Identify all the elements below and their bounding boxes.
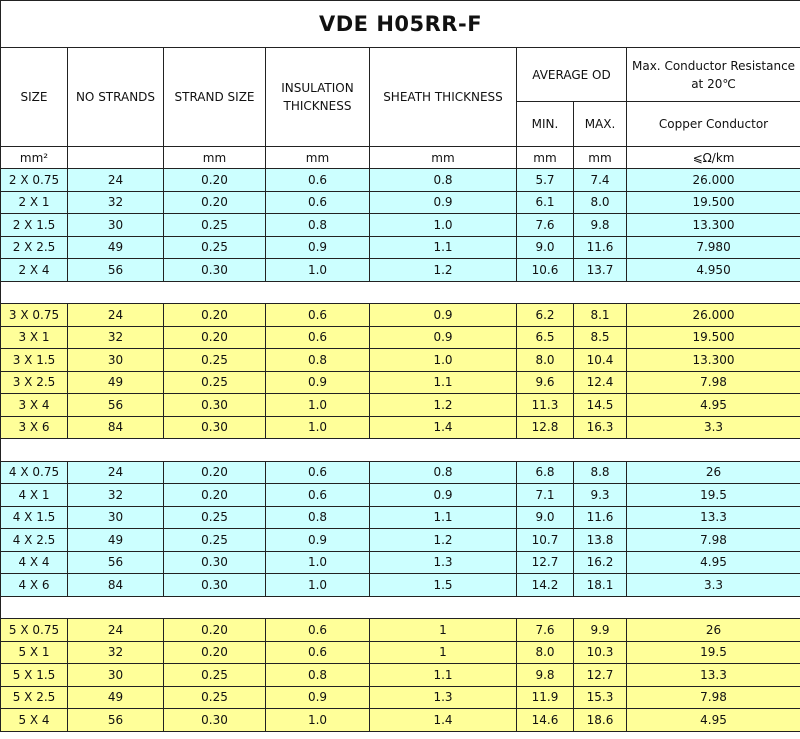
cell-no-strands: 84 (68, 416, 164, 439)
cell-resistance: 26.000 (627, 304, 800, 327)
header-copper-conductor: Copper Conductor (627, 102, 800, 147)
cell-no-strands: 24 (68, 619, 164, 642)
cell-od-min: 7.6 (517, 214, 574, 237)
cell-resistance: 7.98 (627, 686, 800, 709)
group-spacer-cell (1, 281, 800, 304)
unit-strand-size: mm (164, 147, 266, 169)
cell-no-strands: 32 (68, 326, 164, 349)
cell-size: 5 X 4 (1, 709, 68, 732)
table-row (1, 664, 800, 687)
cell-strand-size: 0.30 (164, 394, 266, 417)
table-row (1, 304, 800, 327)
cell-strand-size: 0.30 (164, 574, 266, 597)
cell-insulation-thickness: 1.0 (266, 416, 370, 439)
group-spacer-row (1, 596, 800, 619)
cell-od-min: 14.6 (517, 709, 574, 732)
cell-no-strands: 56 (68, 551, 164, 574)
cell-insulation-thickness: 1.0 (266, 551, 370, 574)
cell-od-min: 12.8 (517, 416, 574, 439)
cell-strand-size: 0.25 (164, 686, 266, 709)
cell-insulation-thickness: 0.8 (266, 349, 370, 372)
cell-resistance: 4.95 (627, 709, 800, 732)
table-row (1, 484, 800, 507)
cell-sheath-thickness: 1.2 (370, 529, 517, 552)
cell-od-min: 5.7 (517, 169, 574, 192)
header-max-resistance: Max. Conductor Resistance at 20℃ (627, 48, 800, 102)
cell-resistance: 13.300 (627, 214, 800, 237)
cell-resistance: 19.500 (627, 326, 800, 349)
unit-resistance: ⩽Ω/km (627, 147, 800, 169)
cell-sheath-thickness: 1.1 (370, 236, 517, 259)
cell-strand-size: 0.20 (164, 326, 266, 349)
cell-od-min: 6.8 (517, 461, 574, 484)
cell-strand-size: 0.25 (164, 214, 266, 237)
cell-no-strands: 84 (68, 574, 164, 597)
group-spacer-row (1, 281, 800, 304)
cell-no-strands: 49 (68, 371, 164, 394)
table-row (1, 551, 800, 574)
cell-no-strands: 24 (68, 304, 164, 327)
cell-insulation-thickness: 0.8 (266, 214, 370, 237)
cell-size: 2 X 2.5 (1, 236, 68, 259)
cell-insulation-thickness: 0.9 (266, 529, 370, 552)
header-min: MIN. (517, 102, 574, 147)
unit-sheath: mm (370, 147, 517, 169)
cell-strand-size: 0.20 (164, 304, 266, 327)
unit-min: mm (517, 147, 574, 169)
cell-od-min: 9.0 (517, 506, 574, 529)
cell-resistance: 4.95 (627, 551, 800, 574)
cell-od-max: 9.3 (574, 484, 627, 507)
cell-no-strands: 30 (68, 349, 164, 372)
cell-od-min: 11.3 (517, 394, 574, 417)
cell-insulation-thickness: 0.6 (266, 326, 370, 349)
cell-resistance: 7.98 (627, 371, 800, 394)
cell-od-max: 10.3 (574, 641, 627, 664)
cell-no-strands: 32 (68, 484, 164, 507)
cell-size: 2 X 1.5 (1, 214, 68, 237)
header-size: SIZE (1, 48, 68, 147)
cell-od-min: 8.0 (517, 641, 574, 664)
cell-od-max: 13.8 (574, 529, 627, 552)
cell-strand-size: 0.25 (164, 664, 266, 687)
cell-resistance: 4.950 (627, 259, 800, 282)
cell-strand-size: 0.20 (164, 191, 266, 214)
cell-od-max: 11.6 (574, 506, 627, 529)
cell-size: 2 X 0.75 (1, 169, 68, 192)
cell-insulation-thickness: 1.0 (266, 574, 370, 597)
cell-resistance: 3.3 (627, 574, 800, 597)
cell-od-max: 16.3 (574, 416, 627, 439)
header-sheath-thickness: SHEATH THICKNESS (370, 48, 517, 147)
cell-strand-size: 0.30 (164, 551, 266, 574)
cell-od-max: 8.5 (574, 326, 627, 349)
cell-resistance: 4.95 (627, 394, 800, 417)
cell-no-strands: 56 (68, 709, 164, 732)
cell-sheath-thickness: 1.1 (370, 371, 517, 394)
header-no-strands: NO STRANDS (68, 48, 164, 147)
cell-size: 3 X 6 (1, 416, 68, 439)
cell-strand-size: 0.20 (164, 484, 266, 507)
header-max: MAX. (574, 102, 627, 147)
cell-od-max: 15.3 (574, 686, 627, 709)
cell-sheath-thickness: 0.8 (370, 169, 517, 192)
cell-od-max: 8.8 (574, 461, 627, 484)
cell-resistance: 13.3 (627, 506, 800, 529)
cell-insulation-thickness: 0.6 (266, 169, 370, 192)
cell-od-min: 10.6 (517, 259, 574, 282)
cell-size: 5 X 1 (1, 641, 68, 664)
cell-resistance: 19.5 (627, 484, 800, 507)
cell-size: 4 X 0.75 (1, 461, 68, 484)
table-row (1, 529, 800, 552)
cell-od-max: 14.5 (574, 394, 627, 417)
cell-insulation-thickness: 0.9 (266, 686, 370, 709)
table-row (1, 574, 800, 597)
cell-od-min: 7.1 (517, 484, 574, 507)
header-average-od: AVERAGE OD (517, 48, 627, 102)
cell-strand-size: 0.30 (164, 709, 266, 732)
cell-insulation-thickness: 1.0 (266, 709, 370, 732)
cell-resistance: 7.98 (627, 529, 800, 552)
table-row (1, 394, 800, 417)
cell-strand-size: 0.25 (164, 529, 266, 552)
table-row (1, 349, 800, 372)
header-strand-size: STRAND SIZE (164, 48, 266, 147)
cell-insulation-thickness: 0.9 (266, 236, 370, 259)
cell-resistance: 19.5 (627, 641, 800, 664)
cell-strand-size: 0.25 (164, 236, 266, 259)
table-row (1, 191, 800, 214)
unit-size: mm² (1, 147, 68, 169)
cell-od-min: 6.2 (517, 304, 574, 327)
cell-size: 5 X 0.75 (1, 619, 68, 642)
cell-od-min: 6.5 (517, 326, 574, 349)
cell-od-min: 10.7 (517, 529, 574, 552)
cell-resistance: 13.300 (627, 349, 800, 372)
cell-strand-size: 0.20 (164, 169, 266, 192)
cell-sheath-thickness: 1.4 (370, 416, 517, 439)
cell-no-strands: 24 (68, 461, 164, 484)
table-row (1, 326, 800, 349)
unit-max: mm (574, 147, 627, 169)
cell-sheath-thickness: 1.0 (370, 349, 517, 372)
cell-strand-size: 0.30 (164, 416, 266, 439)
cell-od-max: 7.4 (574, 169, 627, 192)
cell-size: 3 X 0.75 (1, 304, 68, 327)
cell-resistance: 26 (627, 461, 800, 484)
cell-od-max: 12.7 (574, 664, 627, 687)
cell-od-max: 18.1 (574, 574, 627, 597)
cell-insulation-thickness: 0.6 (266, 461, 370, 484)
group-spacer-cell (1, 439, 800, 462)
cell-size: 5 X 2.5 (1, 686, 68, 709)
cell-insulation-thickness: 0.6 (266, 484, 370, 507)
cell-strand-size: 0.25 (164, 349, 266, 372)
table-row (1, 236, 800, 259)
cell-sheath-thickness: 1 (370, 641, 517, 664)
cell-no-strands: 56 (68, 394, 164, 417)
cell-strand-size: 0.30 (164, 259, 266, 282)
cell-strand-size: 0.20 (164, 619, 266, 642)
cell-insulation-thickness: 0.8 (266, 664, 370, 687)
cell-od-min: 9.6 (517, 371, 574, 394)
table-row (1, 506, 800, 529)
table-row (1, 641, 800, 664)
cell-strand-size: 0.20 (164, 461, 266, 484)
cell-sheath-thickness: 0.9 (370, 304, 517, 327)
cell-size: 4 X 2.5 (1, 529, 68, 552)
cell-od-min: 8.0 (517, 349, 574, 372)
cell-insulation-thickness: 1.0 (266, 259, 370, 282)
cell-no-strands: 32 (68, 191, 164, 214)
table-row (1, 686, 800, 709)
table-row (1, 416, 800, 439)
cell-od-max: 18.6 (574, 709, 627, 732)
table-title: VDE H05RR-F (1, 1, 800, 48)
cell-no-strands: 24 (68, 169, 164, 192)
cell-od-max: 11.6 (574, 236, 627, 259)
cell-sheath-thickness: 1.2 (370, 394, 517, 417)
cell-insulation-thickness: 0.6 (266, 191, 370, 214)
cell-sheath-thickness: 0.9 (370, 191, 517, 214)
cell-od-max: 9.9 (574, 619, 627, 642)
cell-od-min: 12.7 (517, 551, 574, 574)
cell-size: 3 X 2.5 (1, 371, 68, 394)
cell-insulation-thickness: 0.8 (266, 506, 370, 529)
table-row (1, 371, 800, 394)
cell-od-min: 9.8 (517, 664, 574, 687)
cell-size: 4 X 4 (1, 551, 68, 574)
table-row (1, 619, 800, 642)
cell-no-strands: 56 (68, 259, 164, 282)
header-insulation-thickness: INSULATION THICKNESS (266, 48, 370, 147)
cell-sheath-thickness: 1.0 (370, 214, 517, 237)
cell-od-max: 16.2 (574, 551, 627, 574)
cell-od-max: 10.4 (574, 349, 627, 372)
cell-resistance: 19.500 (627, 191, 800, 214)
cell-od-min: 7.6 (517, 619, 574, 642)
cell-od-max: 8.0 (574, 191, 627, 214)
cell-sheath-thickness: 1.4 (370, 709, 517, 732)
table-row (1, 214, 800, 237)
cell-resistance: 7.980 (627, 236, 800, 259)
cell-resistance: 26.000 (627, 169, 800, 192)
cell-size: 3 X 4 (1, 394, 68, 417)
cell-od-max: 12.4 (574, 371, 627, 394)
group-spacer-cell (1, 596, 800, 619)
group-spacer-row (1, 439, 800, 462)
cell-no-strands: 30 (68, 214, 164, 237)
cell-size: 5 X 1.5 (1, 664, 68, 687)
unit-strands (68, 147, 164, 169)
cell-no-strands: 30 (68, 664, 164, 687)
cell-od-min: 6.1 (517, 191, 574, 214)
cell-resistance: 13.3 (627, 664, 800, 687)
cell-od-min: 9.0 (517, 236, 574, 259)
table-row (1, 169, 800, 192)
cell-resistance: 26 (627, 619, 800, 642)
unit-insulation: mm (266, 147, 370, 169)
spec-table-body (1, 169, 800, 732)
cell-no-strands: 30 (68, 506, 164, 529)
cell-insulation-thickness: 0.6 (266, 641, 370, 664)
cell-od-max: 8.1 (574, 304, 627, 327)
cell-size: 2 X 1 (1, 191, 68, 214)
cell-size: 4 X 6 (1, 574, 68, 597)
cell-sheath-thickness: 0.9 (370, 484, 517, 507)
cell-size: 4 X 1 (1, 484, 68, 507)
cell-no-strands: 49 (68, 686, 164, 709)
table-row (1, 709, 800, 732)
cell-strand-size: 0.25 (164, 506, 266, 529)
cell-sheath-thickness: 1.1 (370, 664, 517, 687)
cell-size: 2 X 4 (1, 259, 68, 282)
table-row (1, 461, 800, 484)
cell-size: 3 X 1.5 (1, 349, 68, 372)
cell-sheath-thickness: 1.3 (370, 551, 517, 574)
cell-strand-size: 0.20 (164, 641, 266, 664)
cell-insulation-thickness: 0.6 (266, 619, 370, 642)
cell-sheath-thickness: 1 (370, 619, 517, 642)
cell-resistance: 3.3 (627, 416, 800, 439)
cell-sheath-thickness: 1.1 (370, 506, 517, 529)
cell-no-strands: 49 (68, 236, 164, 259)
cell-sheath-thickness: 0.9 (370, 326, 517, 349)
cell-od-min: 14.2 (517, 574, 574, 597)
cell-insulation-thickness: 1.0 (266, 394, 370, 417)
cell-no-strands: 32 (68, 641, 164, 664)
cell-sheath-thickness: 1.3 (370, 686, 517, 709)
cell-size: 4 X 1.5 (1, 506, 68, 529)
table-row (1, 259, 800, 282)
cell-insulation-thickness: 0.9 (266, 371, 370, 394)
cell-strand-size: 0.25 (164, 371, 266, 394)
cell-size: 3 X 1 (1, 326, 68, 349)
cell-no-strands: 49 (68, 529, 164, 552)
cell-od-max: 13.7 (574, 259, 627, 282)
cell-od-min: 11.9 (517, 686, 574, 709)
cell-sheath-thickness: 0.8 (370, 461, 517, 484)
cell-sheath-thickness: 1.2 (370, 259, 517, 282)
cell-insulation-thickness: 0.6 (266, 304, 370, 327)
cell-sheath-thickness: 1.5 (370, 574, 517, 597)
cell-od-max: 9.8 (574, 214, 627, 237)
